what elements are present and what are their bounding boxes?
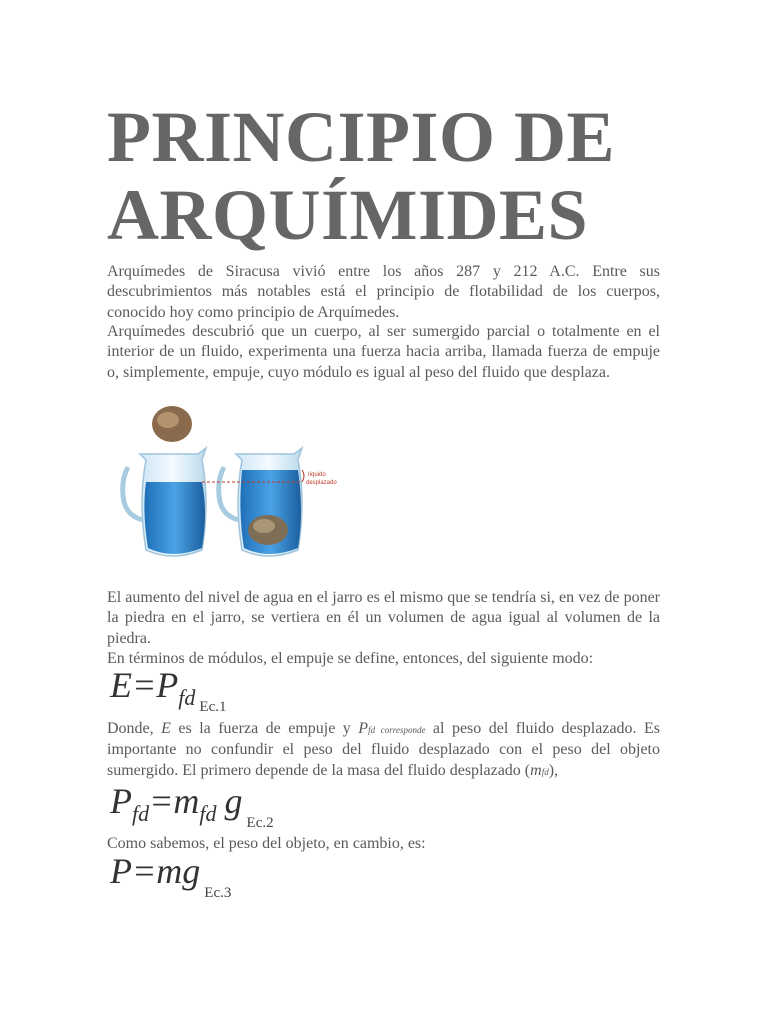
paragraph-weight: Como sabemos, el peso del objeto, en cambio, es: (107, 835, 426, 852)
eq2-p: P (110, 781, 132, 821)
paragraph-principle: Arquímedes descubrió que un cuerpo, al ser sumergido parcial o totalmente en el interior de un fluido, experimenta una fuerza hacia arriba, llamada fuerza de empuje o, simplemente, empuje, cuyo módulo es igual al peso del fluido que desplaza. (107, 323, 660, 381)
rock-falling-icon (152, 406, 192, 442)
equation-3 (110, 850, 232, 901)
eq2-g: g (224, 781, 243, 821)
figure-label-1: líquido (308, 472, 326, 478)
eq2-msub: fd (199, 801, 217, 826)
page-title: PRINCIPIO DE ARQUÍMIDES (107, 97, 616, 255)
pitcher-right-icon (219, 448, 302, 556)
eq2-eq: =m (149, 781, 200, 821)
eq2-tag: Ec.2 (246, 815, 274, 831)
eq1-lhs: E=P (110, 665, 179, 705)
pitcher-left-icon (123, 448, 206, 556)
pitchers-figure (118, 402, 338, 564)
paragraph-intro: Arquímedes de Siracusa vivió entre los años 287 y 212 A.C. Entre sus descubrimientos más notables está el principio de flotabilidad de los cuerpos, conocido hoy como principio de Arquímedes. (107, 263, 660, 321)
eq3-expr: P=mg (110, 851, 201, 891)
eq3-tag: Ec.3 (204, 885, 232, 901)
eq1-tag: Ec.1 (199, 699, 227, 715)
equation-2 (110, 780, 274, 831)
figure-label-2: desplazado (306, 480, 337, 486)
paragraph-water-level: El aumento del nivel de agua en el jarro es el mismo que se tendría si, en vez de poner la piedra en el jarro, se vertiera en él un volumen de agua igual al volumen de la piedra. (107, 589, 660, 647)
paragraph-modules: En términos de módulos, el empuje se define, entonces, del siguiente modo: (107, 650, 594, 667)
eq1-sub: fd (178, 685, 196, 710)
eq2-psub: fd (132, 801, 150, 826)
equation-1 (110, 664, 227, 715)
paragraph-definitions: Donde, E es la fuerza de empuje y Pfd corresponde al peso del fluido desplazado. Es importante no confundir el peso del fluido desplazado con el peso del objeto sumergido. El primero depende de la masa del fluido desplazado (mfd), (107, 720, 661, 779)
